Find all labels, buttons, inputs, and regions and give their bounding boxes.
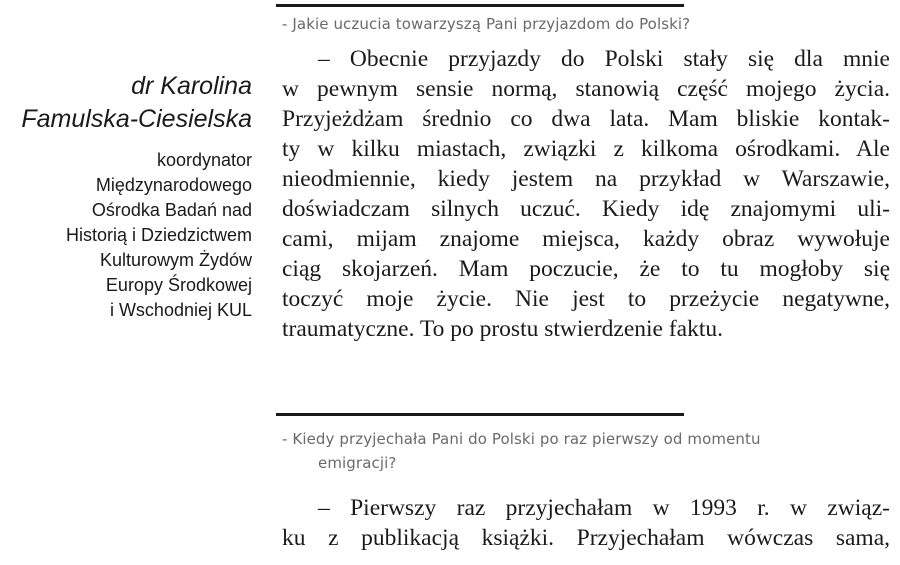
answer-line: ty w kilku miastach, związki z kilkoma ośrodkami. Ale <box>282 136 890 162</box>
answer-line: ku z publikacją książki. Przyjechałam wówczas sama, <box>282 525 890 551</box>
answer-line: traumatyczne. To po prostu stwierdzenie faktu. <box>282 316 724 342</box>
author-name <box>0 70 252 136</box>
answer-line: Przyjeżdżam średnio co dwa lata. Mam bliskie kontak- <box>282 106 890 132</box>
answer-line: toczyć moje życie. Nie jest to przeżycie negatywne, <box>282 286 890 312</box>
author-role-line: i Wschodniej KUL <box>109 300 252 320</box>
question-line: emigracji? <box>318 454 397 472</box>
answer-line: nieodmiennie, kiedy jestem na przykład w Warszawie, <box>282 166 890 192</box>
author-role-line: Ośrodka Badań nad <box>91 200 252 220</box>
author-name-line: Famulska-Ciesielska <box>21 105 252 133</box>
answer-line: cami, mijam znajome miejsca, każdy obraz wywołuje <box>282 226 890 252</box>
author-role-line: Europy Środkowej <box>105 275 252 295</box>
answer-line: – Pierwszy raz przyjechałam w 1993 r. w związ- <box>318 495 890 521</box>
answer-line: – Obecnie przyjazdy do Polski stały się dla mnie <box>318 46 890 72</box>
author-name-line: dr Karolina <box>131 72 252 100</box>
question-divider <box>276 413 684 416</box>
author-role-line: koordynator <box>156 150 252 170</box>
question-divider <box>276 4 684 7</box>
interview-answer <box>282 493 890 553</box>
interview-question: - Jakie uczucia towarzyszą Pani przyjazdom do Polski? <box>282 15 691 33</box>
author-role <box>0 148 252 323</box>
answer-line: doświadczam silnych uczuć. Kiedy idę znajomymi uli- <box>282 196 890 222</box>
question-line: - Kiedy przyjechała Pani do Polski po raz pierwszy od momentu <box>282 430 761 448</box>
author-role-line: Międzynarodowego <box>95 175 252 195</box>
interview-question <box>282 427 887 475</box>
author-role-line: Historią i Dziedzictwem <box>65 225 252 245</box>
author-sidebar <box>0 70 252 323</box>
answer-line: ciąg skojarzeń. Mam poczucie, że to tu mogłoby się <box>282 256 890 282</box>
interview-answer <box>282 44 890 344</box>
answer-line: w pewnym sensie normą, stanowią część mojego życia. <box>282 76 890 102</box>
author-role-line: Kulturowym Żydów <box>99 250 252 270</box>
